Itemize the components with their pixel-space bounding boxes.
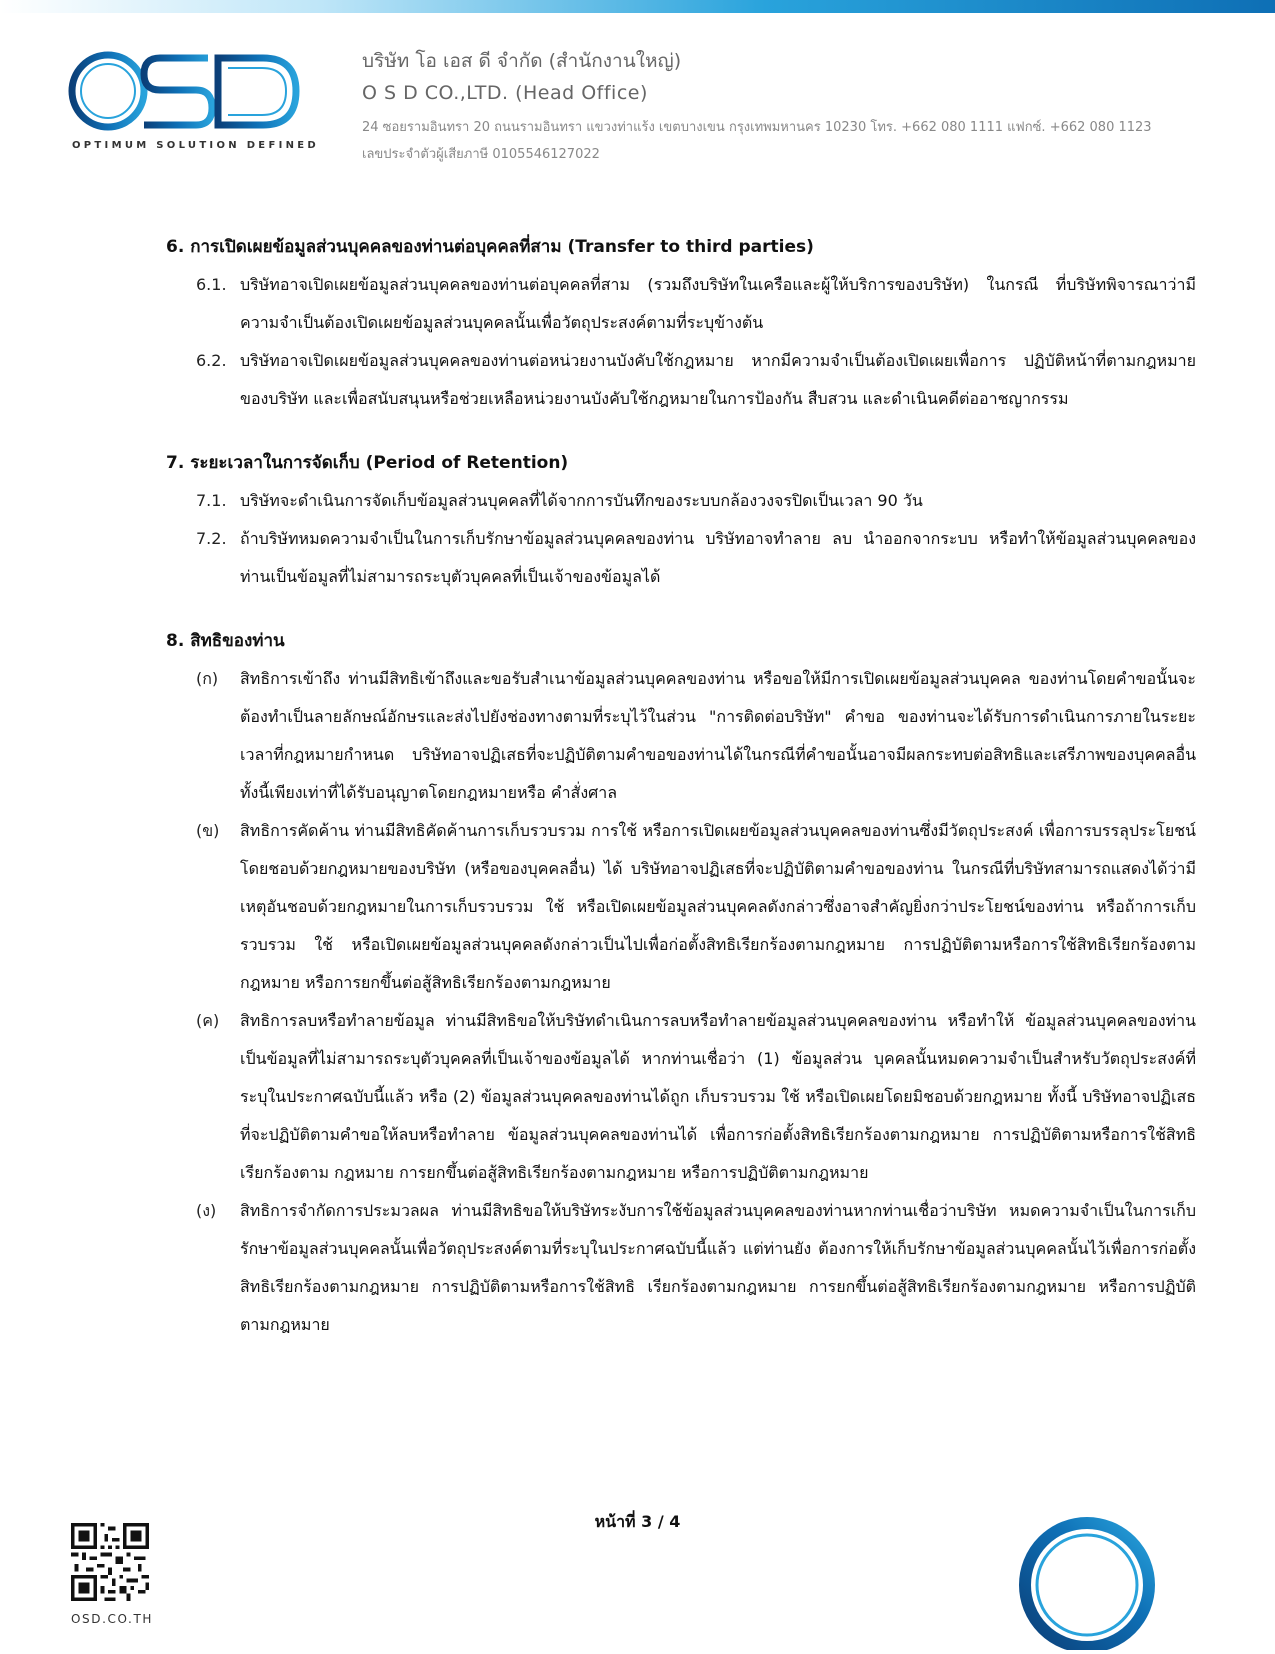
item-text: สิทธิการเข้าถึง ท่านมีสิทธิเข้าถึงและขอรับสำเนาข้อมูลส่วนบุคคลของท่าน หรือขอให้มีการเปิดเผยข้อมูลส่วนบุคคล ของท่านโดยคำขอนั้นจะต้องทำเป็นลายลักษณ์อักษรและส่งไปยังช่องทางตามที่ระบุไว้ในส่วน "การติดต่อบริษัท" คำขอ ของท่านจะได้รับการดำเนินการภายในระยะเวลาที่กฎหมายกำหนด บริษัทอาจปฏิเสธที่จะปฏิบัติตามคำขอของท่านได้ในกรณีที่คำขอนั้นอาจมีผลกระทบต่อสิทธิและเสรีภาพของบุคคลอื่น ทั้งนี้เพียงเท่าที่ได้รับอนุญาตโดยกฎหมายหรือ คำสั่งศาล <box>240 669 1196 802</box>
item-text: สิทธิการลบหรือทำลายข้อมูล ท่านมีสิทธิขอให้บริษัทดำเนินการลบหรือทำลายข้อมูลส่วนบุคคลของท่าน หรือทำให้ ข้อมูลส่วนบุคคลของท่านเป็นข้อมูลที่ไม่สามารถระบุตัวบุคคลที่เป็นเจ้าของข้อมูลได้ หากท่านเชื่อว่า (1) ข้อมูลส่วน บุคคลนั้นหมดความจำเป็นสำหรับวัตถุประสงค์ที่ระบุในประกาศฉบับนี้แล้ว หรือ (2) ข้อมูลส่วนบุคคลของท่านได้ถูก เก็บรวบรวม ใช้ หรือเปิดเผยโดยมิชอบด้วยกฎหมาย ทั้งนี้ บริษัทอาจปฏิเสธที่จะปฏิบัติตามคำขอให้ลบหรือทำลาย ข้อมูลส่วนบุคคลของท่านได้ เพื่อการก่อตั้งสิทธิเรียกร้องตามกฎหมาย การปฏิบัติตามหรือการใช้สิทธิเรียกร้องตาม กฎหมาย การยกขึ้นต่อสู้สิทธิเรียกร้องตามกฎหมาย หรือการปฏิบัติตามกฎหมาย <box>240 1011 1196 1182</box>
company-header <box>362 46 1242 170</box>
logo-tagline: OPTIMUM SOLUTION DEFINED <box>72 140 319 151</box>
item-number: (ค) <box>196 1011 220 1030</box>
item-number: 6.2. <box>196 351 227 370</box>
osd-logo-icon <box>68 46 303 136</box>
company-tax-id: เลขประจำตัวผู้เสียภาษี 0105546127022 <box>362 147 600 162</box>
company-logo <box>68 46 318 156</box>
item-number: 6.1. <box>196 275 227 294</box>
qr-code-icon <box>71 1523 149 1601</box>
list-item <box>166 1192 1196 1344</box>
section-8-title: 8. สิทธิของท่าน <box>166 631 285 651</box>
section-7-title: 7. ระยะเวลาในการจัดเก็บ (Period of Retention) <box>166 453 569 473</box>
list-item <box>166 520 1196 596</box>
corner-logo-icon <box>1012 1505 1172 1650</box>
company-address: 24 ซอยรามอินทรา 20 ถนนรามอินทรา แขวงท่าแร้ง เขตบางเขน กรุงเทพมหานคร 10230 โทร. +662 080 1111 แฟกซ์. +662 080 1123 <box>362 120 1152 135</box>
company-name-thai: บริษัท โอ เอส ดี จำกัด (สำนักงานใหญ่) <box>362 50 682 72</box>
item-number: (ง) <box>196 1201 217 1220</box>
list-item <box>166 266 1196 342</box>
document-body <box>166 228 1196 1344</box>
company-name-english: O S D CO.,LTD. (Head Office) <box>362 82 648 104</box>
item-text: บริษัทอาจเปิดเผยข้อมูลส่วนบุคคลของท่านต่อบุคคลที่สาม (รวมถึงบริษัทในเครือและผู้ให้บริการของบริษัท) ในกรณี ที่บริษัทพิจารณาว่ามีความจำเป็นต้องเปิดเผยข้อมูลส่วนบุคคลนั้นเพื่อวัตถุประสงค์ตามที่ระบุข้างต้น <box>240 275 1196 332</box>
page-number: หน้าที่ 3 / 4 <box>594 1512 681 1531</box>
item-number: (ก) <box>196 669 219 688</box>
item-number: 7.2. <box>196 529 227 548</box>
website-url: OSD.CO.TH <box>71 1612 154 1626</box>
list-item <box>166 482 1196 520</box>
item-number: 7.1. <box>196 491 227 510</box>
list-item <box>166 660 1196 812</box>
item-text: บริษัทจะดำเนินการจัดเก็บข้อมูลส่วนบุคคลที่ได้จากการบันทึกของระบบกล้องวงจรปิดเป็นเวลา 90 วัน <box>240 491 923 510</box>
item-number: (ข) <box>196 821 220 840</box>
section-6-title: 6. การเปิดเผยข้อมูลส่วนบุคคลของท่านต่อบุคคลที่สาม (Transfer to third parties) <box>166 237 814 257</box>
list-item <box>166 812 1196 1002</box>
item-text: สิทธิการคัดค้าน ท่านมีสิทธิคัดค้านการเก็บรวบรวม การใช้ หรือการเปิดเผยข้อมูลส่วนบุคคลของท่านซึ่งมีวัตถุประสงค์ เพื่อการบรรลุประโยชน์โดยชอบด้วยกฎหมายของบริษัท (หรือของบุคคลอื่น) ได้ บริษัทอาจปฏิเสธที่จะปฏิบัติตามคำขอของท่าน ในกรณีที่บริษัทสามารถแสดงได้ว่ามีเหตุอันชอบด้วยกฎหมายในการเก็บรวบรวม ใช้ หรือเปิดเผยข้อมูลส่วนบุคคลดังกล่าวซึ่งอาจสำคัญยิ่งกว่าประโยชน์ของท่าน หรือถ้าการเก็บรวบรวม ใช้ หรือเปิดเผยข้อมูลส่วนบุคคลดังกล่าวเป็นไปเพื่อก่อตั้งสิทธิเรียกร้องตามกฎหมาย การปฏิบัติตามหรือการใช้สิทธิเรียกร้องตามกฎหมาย หรือการยกขึ้นต่อสู้สิทธิเรียกร้องตามกฎหมาย <box>240 821 1196 992</box>
item-text: สิทธิการจำกัดการประมวลผล ท่านมีสิทธิขอให้บริษัทระงับการใช้ข้อมูลส่วนบุคคลของท่านหากท่านเชื่อว่าบริษัท หมดความจำเป็นในการเก็บรักษาข้อมูลส่วนบุคคลนั้นเพื่อวัตถุประสงค์ตามที่ระบุในประกาศฉบับนี้แล้ว แต่ท่านยัง ต้องการให้เก็บรักษาข้อมูลส่วนบุคคลนั้นไว้เพื่อการก่อตั้งสิทธิเรียกร้องตามกฎหมาย การปฏิบัติตามหรือการใช้สิทธิ เรียกร้องตามกฎหมาย การยกขึ้นต่อสู้สิทธิเรียกร้องตามกฎหมาย หรือการปฏิบัติตามกฎหมาย <box>240 1201 1196 1334</box>
top-accent-bar <box>0 0 1275 13</box>
list-item <box>166 342 1196 418</box>
item-text: บริษัทอาจเปิดเผยข้อมูลส่วนบุคคลของท่านต่อหน่วยงานบังคับใช้กฎหมาย หากมีความจำเป็นต้องเปิดเผยเพื่อการ ปฏิบัติหน้าที่ตามกฎหมายของบริษัท และเพื่อสนับสนุนหรือช่วยเหลือหน่วยงานบังคับใช้กฎหมายในการป้องกัน สืบสวน และดำเนินคดีต่ออาชญากรรม <box>240 351 1196 408</box>
item-text: ถ้าบริษัทหมดความจำเป็นในการเก็บรักษาข้อมูลส่วนบุคคลของท่าน บริษัทอาจทำลาย ลบ นำออกจากระบบ หรือทำให้ข้อมูลส่วนบุคคลของท่านเป็นข้อมูลที่ไม่สามารถระบุตัวบุคคลที่เป็นเจ้าของข้อมูลได้ <box>240 529 1196 586</box>
list-item <box>166 1002 1196 1192</box>
